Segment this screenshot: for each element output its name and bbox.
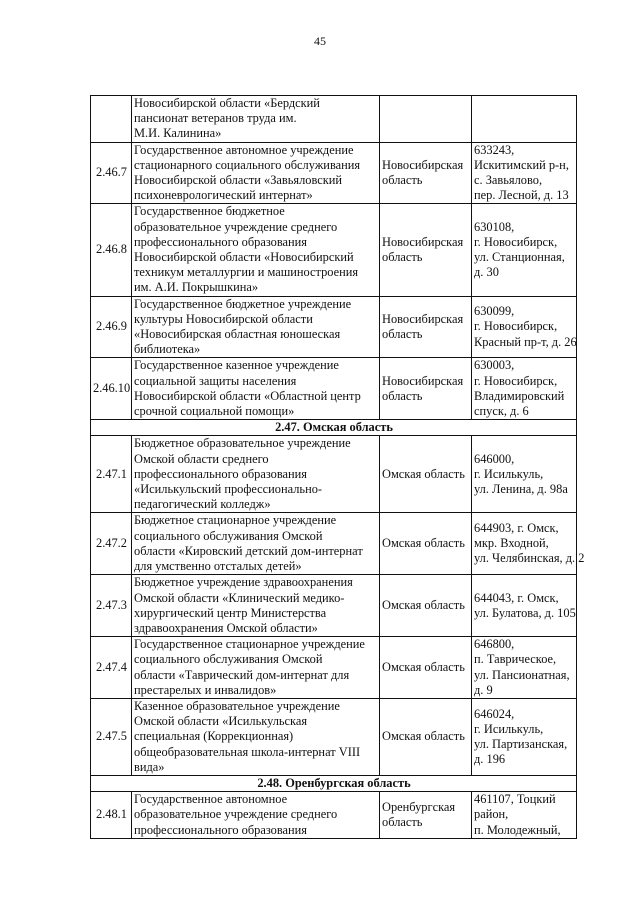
address-line: 633243, (474, 142, 515, 157)
institution-name-line: им. А.И. Покрышкина» (134, 280, 259, 295)
table-row (91, 296, 577, 358)
region (380, 296, 472, 358)
institution-name-line: социальной защиты населения (134, 373, 297, 388)
address (472, 792, 577, 839)
institution-name-line: М.И. Калинина» (134, 126, 222, 141)
address-line: Красный пр-т, д. 26 (474, 334, 577, 349)
region (380, 698, 472, 775)
region (380, 575, 472, 637)
region-line: область (382, 814, 423, 829)
address-line: 630099, (474, 304, 515, 319)
institution-name-line: образовательное учреждение среднего (134, 807, 338, 822)
section-title: 2.47. Омская область (91, 420, 577, 436)
address-line: ул. Булатова, д. 105 (474, 605, 576, 620)
row-number: 2.48.1 (91, 792, 132, 839)
row-number (91, 96, 132, 143)
address-line: спуск, д. 6 (474, 404, 529, 419)
address-line: д. 30 (474, 265, 499, 280)
institution-name (132, 513, 380, 575)
address (472, 698, 577, 775)
address (472, 96, 577, 143)
institution-name-line: вида» (134, 759, 165, 774)
address-line: 646800, (474, 637, 515, 652)
address-line: ул. Пансионатная, (474, 667, 570, 682)
address (472, 358, 577, 420)
institution-name-line: профессионального образования (134, 234, 308, 249)
section-title: 2.48. Оренбургская область (91, 775, 577, 791)
institution-name-line: социального обслуживания Омской (134, 528, 323, 543)
address-line: 630108, (474, 219, 515, 234)
row-number: 2.46.7 (91, 142, 132, 204)
institution-name-line: Новосибирской области «Бердский (134, 96, 320, 110)
region-line: Омская область (382, 659, 465, 674)
row-number: 2.47.5 (91, 698, 132, 775)
institution-name-line: Новосибирской области «Областной центр (134, 388, 361, 403)
institution-name-line: Государственное бюджетное (134, 204, 285, 219)
page-number: 45 (314, 34, 326, 48)
institution-name-line: культуры Новосибирской области (134, 311, 313, 326)
institution-name-line: Бюджетное стационарное учреждение (134, 513, 337, 528)
region-line: Новосибирская (382, 311, 464, 326)
address-line: ул. Станционная, (474, 250, 565, 265)
address-line: Искитимский р-н, (474, 157, 569, 172)
section-header-row (91, 420, 577, 436)
institution-name-line: стационарного социального обслуживания (134, 157, 361, 172)
institution-name-line: Государственное автономное учреждение (134, 142, 354, 157)
institution-name-line: образовательное учреждение среднего (134, 219, 338, 234)
address-line: п. Молодежный, (474, 822, 561, 837)
address (472, 436, 577, 513)
institution-name-line: педагогический колледж» (134, 497, 271, 512)
institution-name-line: специальная (Коррекционная) (134, 729, 294, 744)
address (472, 204, 577, 296)
address-line: с. Завьялово, (474, 173, 543, 188)
address (472, 142, 577, 204)
institution-name-line: Государственное казенное учреждение (134, 358, 339, 373)
address-line: 461107, Тоцкий (474, 792, 556, 807)
address-line: г. Новосибирск, (474, 373, 558, 388)
institutions-table (90, 95, 585, 839)
institution-name-line: психоневрологический интернат» (134, 188, 313, 203)
address-line: ул. Челябинская, д. 2 (474, 551, 585, 566)
region-line: Новосибирская (382, 234, 464, 249)
institution-name-line: пансионат ветеранов труда им. (134, 111, 297, 126)
address-line: д. 196 (474, 752, 506, 767)
address-line: г. Исилькуль, (474, 721, 544, 736)
region-line: Омская область (382, 598, 465, 613)
institution-name (132, 204, 380, 296)
institution-name-line: социального обслуживания Омской (134, 652, 323, 667)
region (380, 204, 472, 296)
institution-name-line: престарелых и инвалидов» (134, 682, 277, 697)
address-line: 644903, г. Омск, (474, 521, 559, 536)
region-line: Омская область (382, 729, 465, 744)
address (472, 575, 577, 637)
institution-name-line: хирургический центр Министерства (134, 605, 327, 620)
address (472, 513, 585, 575)
table-row (91, 698, 577, 775)
institution-name-line: Новосибирской области «Завьяловский (134, 173, 343, 188)
institution-name (132, 436, 380, 513)
region-line: Оренбургская (382, 799, 456, 814)
institution-name (132, 575, 380, 637)
row-number: 2.47.4 (91, 637, 132, 699)
institution-name-line: для умственно отсталых детей» (134, 559, 302, 574)
institution-name-line: Омской области «Исилькульская (134, 714, 308, 729)
row-number: 2.47.3 (91, 575, 132, 637)
institution-name-line: Государственное стационарное учреждение (134, 637, 365, 652)
institution-name (132, 698, 380, 775)
region (380, 142, 472, 204)
region-line: область (382, 327, 423, 342)
region (380, 513, 472, 575)
institution-name-line: Омской области «Клинический медико- (134, 590, 345, 605)
institution-name (132, 142, 380, 204)
address-line: ул. Ленина, д. 98а (474, 482, 568, 497)
institution-name-line: профессионального образования (134, 822, 308, 837)
table-row (91, 792, 577, 839)
address-line: 646024, (474, 706, 515, 721)
region-line: область (382, 173, 423, 188)
row-number: 2.46.9 (91, 296, 132, 358)
address-line: 644043, г. Омск, (474, 590, 559, 605)
row-number: 2.47.2 (91, 513, 132, 575)
table-row (91, 142, 577, 204)
region-line: Омская область (382, 536, 465, 551)
institution-name-line: области «Таврический дом-интернат для (134, 667, 350, 682)
address-line: г. Новосибирск, (474, 319, 558, 334)
address-line: 630003, (474, 358, 515, 373)
address-line: ул. Партизанская, (474, 736, 568, 751)
institution-name-line: Бюджетное учреждение здравоохранения (134, 575, 353, 590)
institution-name (132, 96, 380, 143)
institution-name-line: срочной социальной помощи» (134, 404, 295, 419)
region (380, 436, 472, 513)
table-body (91, 96, 585, 839)
region (380, 637, 472, 699)
institution-name-line: техникум металлургии и машиностроения (134, 265, 359, 280)
institution-name-line: Новосибирской области «Новосибирский (134, 250, 354, 265)
institution-name (132, 637, 380, 699)
address (472, 296, 577, 358)
institution-name-line: Государственное бюджетное учреждение (134, 296, 352, 311)
region-line: Новосибирская (382, 157, 464, 172)
region (380, 358, 472, 420)
address-line: д. 9 (474, 682, 493, 697)
region (380, 792, 472, 839)
table-row (91, 637, 577, 699)
address-line: 646000, (474, 451, 515, 466)
institution-name (132, 792, 380, 839)
institution-name (132, 296, 380, 358)
institution-name-line: Омской области среднего (134, 451, 269, 466)
institution-name-line: общеобразовательная школа-интернат VIII (134, 744, 361, 759)
institution-name-line: Государственное автономное (134, 792, 288, 807)
section-header-row (91, 775, 577, 791)
address-line: район, (474, 807, 509, 822)
address-line: мкр. Входной, (474, 536, 549, 551)
table-row (91, 436, 577, 513)
address (472, 637, 577, 699)
institution-name-line: здравоохранения Омской области» (134, 620, 318, 635)
row-number: 2.46.8 (91, 204, 132, 296)
region (380, 96, 472, 143)
table-row (91, 513, 577, 575)
address-line: г. Исилькуль, (474, 466, 544, 481)
region-line: область (382, 388, 423, 403)
institution-name (132, 358, 380, 420)
address-line: п. Таврическое, (474, 652, 557, 667)
region-line: Новосибирская (382, 373, 464, 388)
institution-name-line: профессионального образования (134, 466, 308, 481)
table-row (91, 358, 577, 420)
row-number: 2.47.1 (91, 436, 132, 513)
institution-name-line: «Исилькульский профессионально- (134, 482, 323, 497)
address-line: пер. Лесной, д. 13 (474, 188, 569, 203)
address-line: Владимировский (474, 388, 565, 403)
region-line: Омская область (382, 466, 465, 481)
address-line: г. Новосибирск, (474, 234, 558, 249)
institution-name-line: Бюджетное образовательное учреждение (134, 436, 351, 451)
institution-name-line: области «Кировский детский дом-интернат (134, 543, 363, 558)
institution-name-line: «Новосибирская областная юношеская (134, 327, 341, 342)
row-number: 2.46.10 (91, 358, 132, 420)
table-row (91, 204, 577, 296)
institution-name-line: библиотека» (134, 342, 201, 357)
institution-name-line: Казенное образовательное учреждение (134, 698, 340, 713)
table-row (91, 96, 577, 143)
table-row (91, 575, 577, 637)
region-line: область (382, 250, 423, 265)
